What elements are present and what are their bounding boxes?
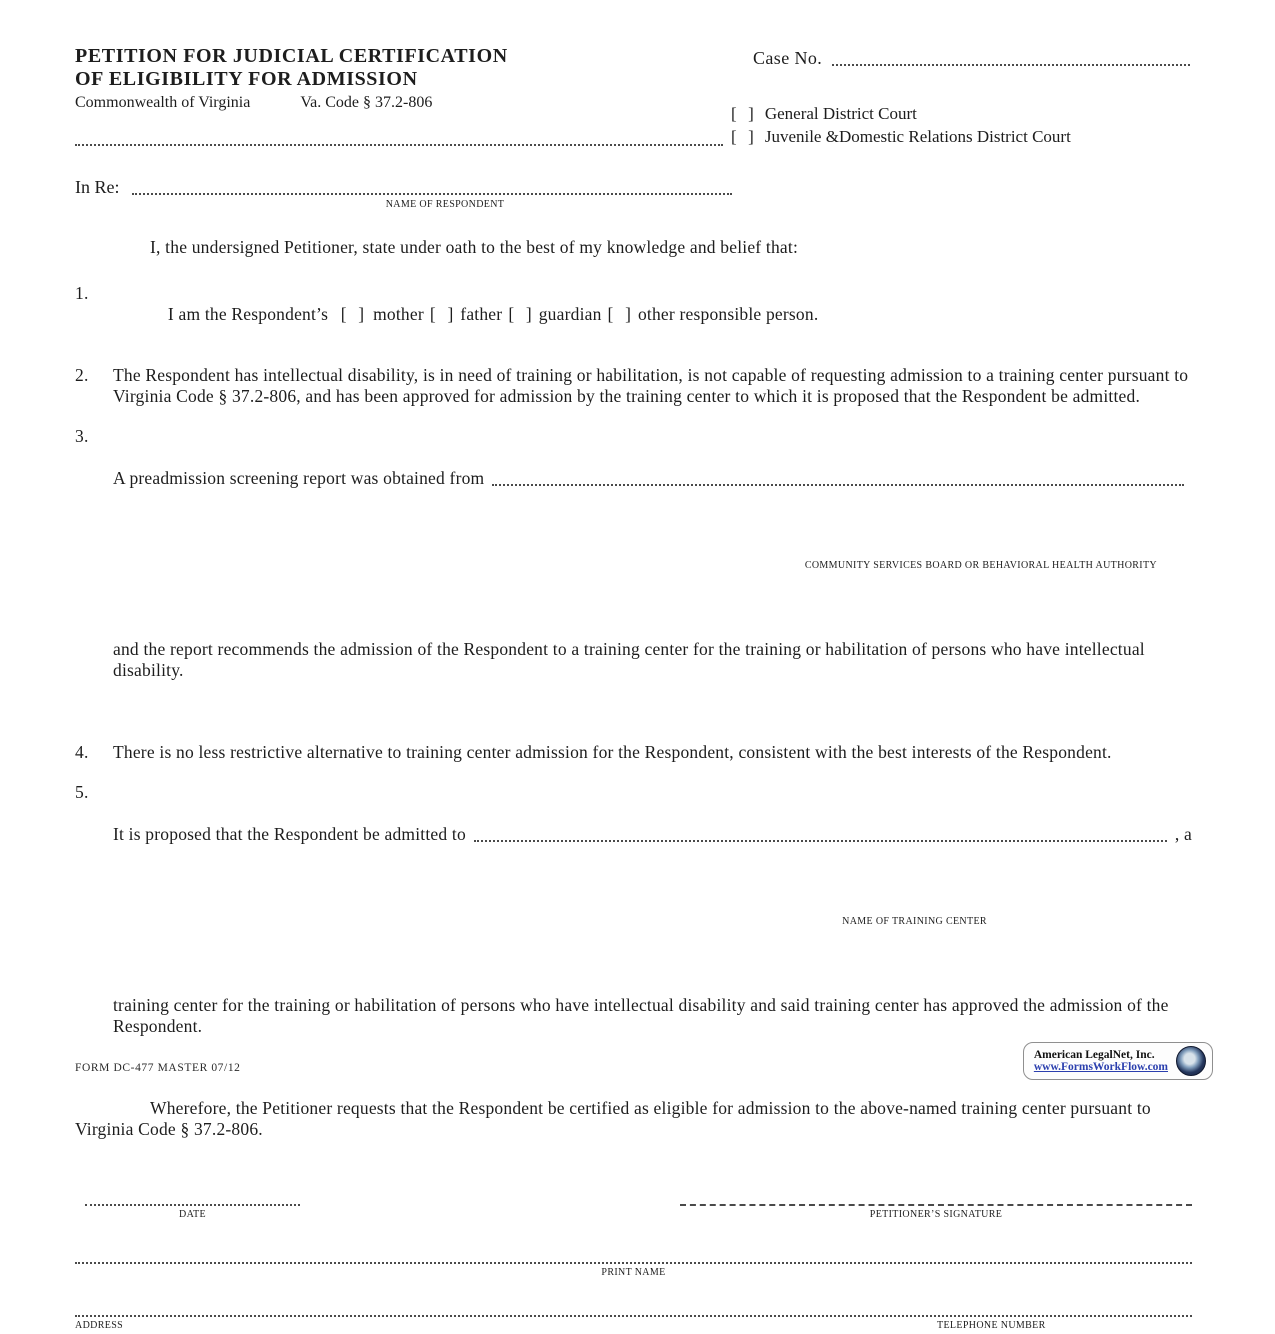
item5-rest-text: training center for the training or habilitation of persons who have intellectual disability and said training center has approved the admission of the Respondent. — [113, 995, 1174, 1036]
training-center-input-line[interactable] — [474, 840, 1167, 842]
petitioner-signature-caption: PETITIONER’S SIGNATURE — [869, 1209, 1003, 1220]
item-number: 5. — [75, 782, 89, 802]
item3-rest-text: and the report recommends the admission of the Respondent to a training center for the training or habilitation of persons who have intellectual disability. — [113, 639, 1150, 680]
vendor-name: American LegalNet, Inc. — [1033, 1049, 1155, 1061]
respondent-name-input-line[interactable] — [132, 193, 732, 195]
oath-intro-paragraph: I, the undersigned Petitioner, state under oath to the best of my knowledge and belief that: — [150, 237, 799, 257]
list-item-2 — [75, 365, 1192, 407]
item5-lead-text: It is proposed that the Respondent be admitted to — [113, 824, 466, 844]
vendor-badge — [1023, 1042, 1213, 1080]
respondent-name-caption: NAME OF RESPONDENT — [385, 199, 505, 210]
form-header — [75, 45, 1192, 157]
list-item-3 — [75, 426, 1192, 723]
court-type-options — [731, 103, 1192, 148]
item4-text: There is no less restrictive alternative to training center admission for the Respondent, consistent with the best interests of the Respondent. — [113, 742, 1112, 762]
date-caption: DATE — [179, 1209, 206, 1220]
mother-checkbox[interactable]: [ ] — [340, 304, 366, 324]
date-input-line[interactable] — [85, 1204, 300, 1206]
training-center-caption: NAME OF TRAINING CENTER — [842, 916, 987, 927]
code-reference: Va. Code § 37.2-806 — [300, 94, 433, 111]
item-number: 1. — [75, 283, 89, 303]
mother-label: mother — [373, 304, 424, 324]
list-item-1 — [75, 283, 1192, 346]
list-item-4 — [75, 742, 1192, 763]
address-input-line[interactable] — [75, 1315, 1192, 1317]
print-name-input-line[interactable] — [75, 1262, 1192, 1264]
page-title-line1: PETITION FOR JUDICIAL CERTIFICATION — [75, 45, 508, 67]
screening-source-input-line[interactable] — [492, 484, 1184, 486]
case-no-label: Case No. — [753, 48, 823, 68]
general-district-court-label: General District Court — [764, 104, 917, 123]
father-label: father — [460, 304, 503, 324]
wherefore-paragraph: Wherefore, the Petitioner requests that the Respondent be certified as eligible for admission to the above-named training center pursuant to Virginia Code § 37.2-806. — [75, 1098, 1151, 1139]
petitioner-signature-line[interactable] — [680, 1204, 1192, 1206]
print-name-caption: PRINT NAME — [601, 1267, 666, 1278]
in-re-label: In Re: — [75, 177, 120, 197]
petition-statements-list — [75, 283, 1192, 1079]
page-title-line2: OF ELIGIBILITY FOR ADMISSION — [75, 68, 418, 90]
item1-lead-text: I am the Respondent’s — [167, 304, 333, 324]
item2-text: The Respondent has intellectual disability, is in need of training or habilitation, is not capable of requesting admission to a training center pursuant to Virginia Code § 37.2-806, and has been approved for admission by the training center to which it is proposed that the Respondent be admitted. — [113, 365, 1193, 406]
form-number: FORM DC-477 MASTER 07/12 — [75, 1062, 241, 1074]
court-option-juvenile-domestic[interactable] — [731, 126, 1192, 149]
address-caption: ADDRESS — [75, 1320, 124, 1331]
vendor-url-link[interactable]: www.FormsWorkFlow.com — [1033, 1061, 1168, 1073]
telephone-caption: TELEPHONE NUMBER — [937, 1320, 1046, 1331]
item3-lead-text: A preadmission screening report was obtained from — [113, 468, 485, 488]
item-number: 4. — [75, 742, 89, 762]
court-option-general-district[interactable] — [731, 103, 1192, 126]
juvenile-domestic-court-label: Juvenile &Domestic Relations District Court — [764, 126, 1071, 146]
screening-source-caption: COMMUNITY SERVICES BOARD OR BEHAVIORAL HEALTH AUTHORITY — [804, 560, 1157, 571]
juvenile-domestic-court-checkbox[interactable]: [ ] — [731, 126, 755, 146]
item-number: 2. — [75, 365, 89, 385]
guardian-label: guardian — [538, 304, 602, 324]
signature-section — [75, 1204, 1192, 1334]
father-checkbox[interactable]: [ ] — [429, 304, 455, 324]
list-item-5 — [75, 782, 1192, 1079]
guardian-checkbox[interactable]: [ ] — [508, 304, 533, 324]
general-district-court-checkbox[interactable]: [ ] — [731, 104, 755, 123]
other-person-checkbox[interactable]: [ ] — [607, 304, 632, 324]
case-no-input-line[interactable] — [832, 64, 1190, 66]
globe-logo-icon — [1176, 1046, 1206, 1076]
other-person-label: other responsible person. — [637, 304, 819, 324]
item5-after-text: , a — [1174, 824, 1192, 844]
court-name-input-line[interactable] — [75, 144, 723, 146]
jurisdiction-label: Commonwealth of Virginia — [75, 94, 251, 111]
item-number: 3. — [75, 426, 89, 446]
in-re-section — [75, 177, 1192, 210]
